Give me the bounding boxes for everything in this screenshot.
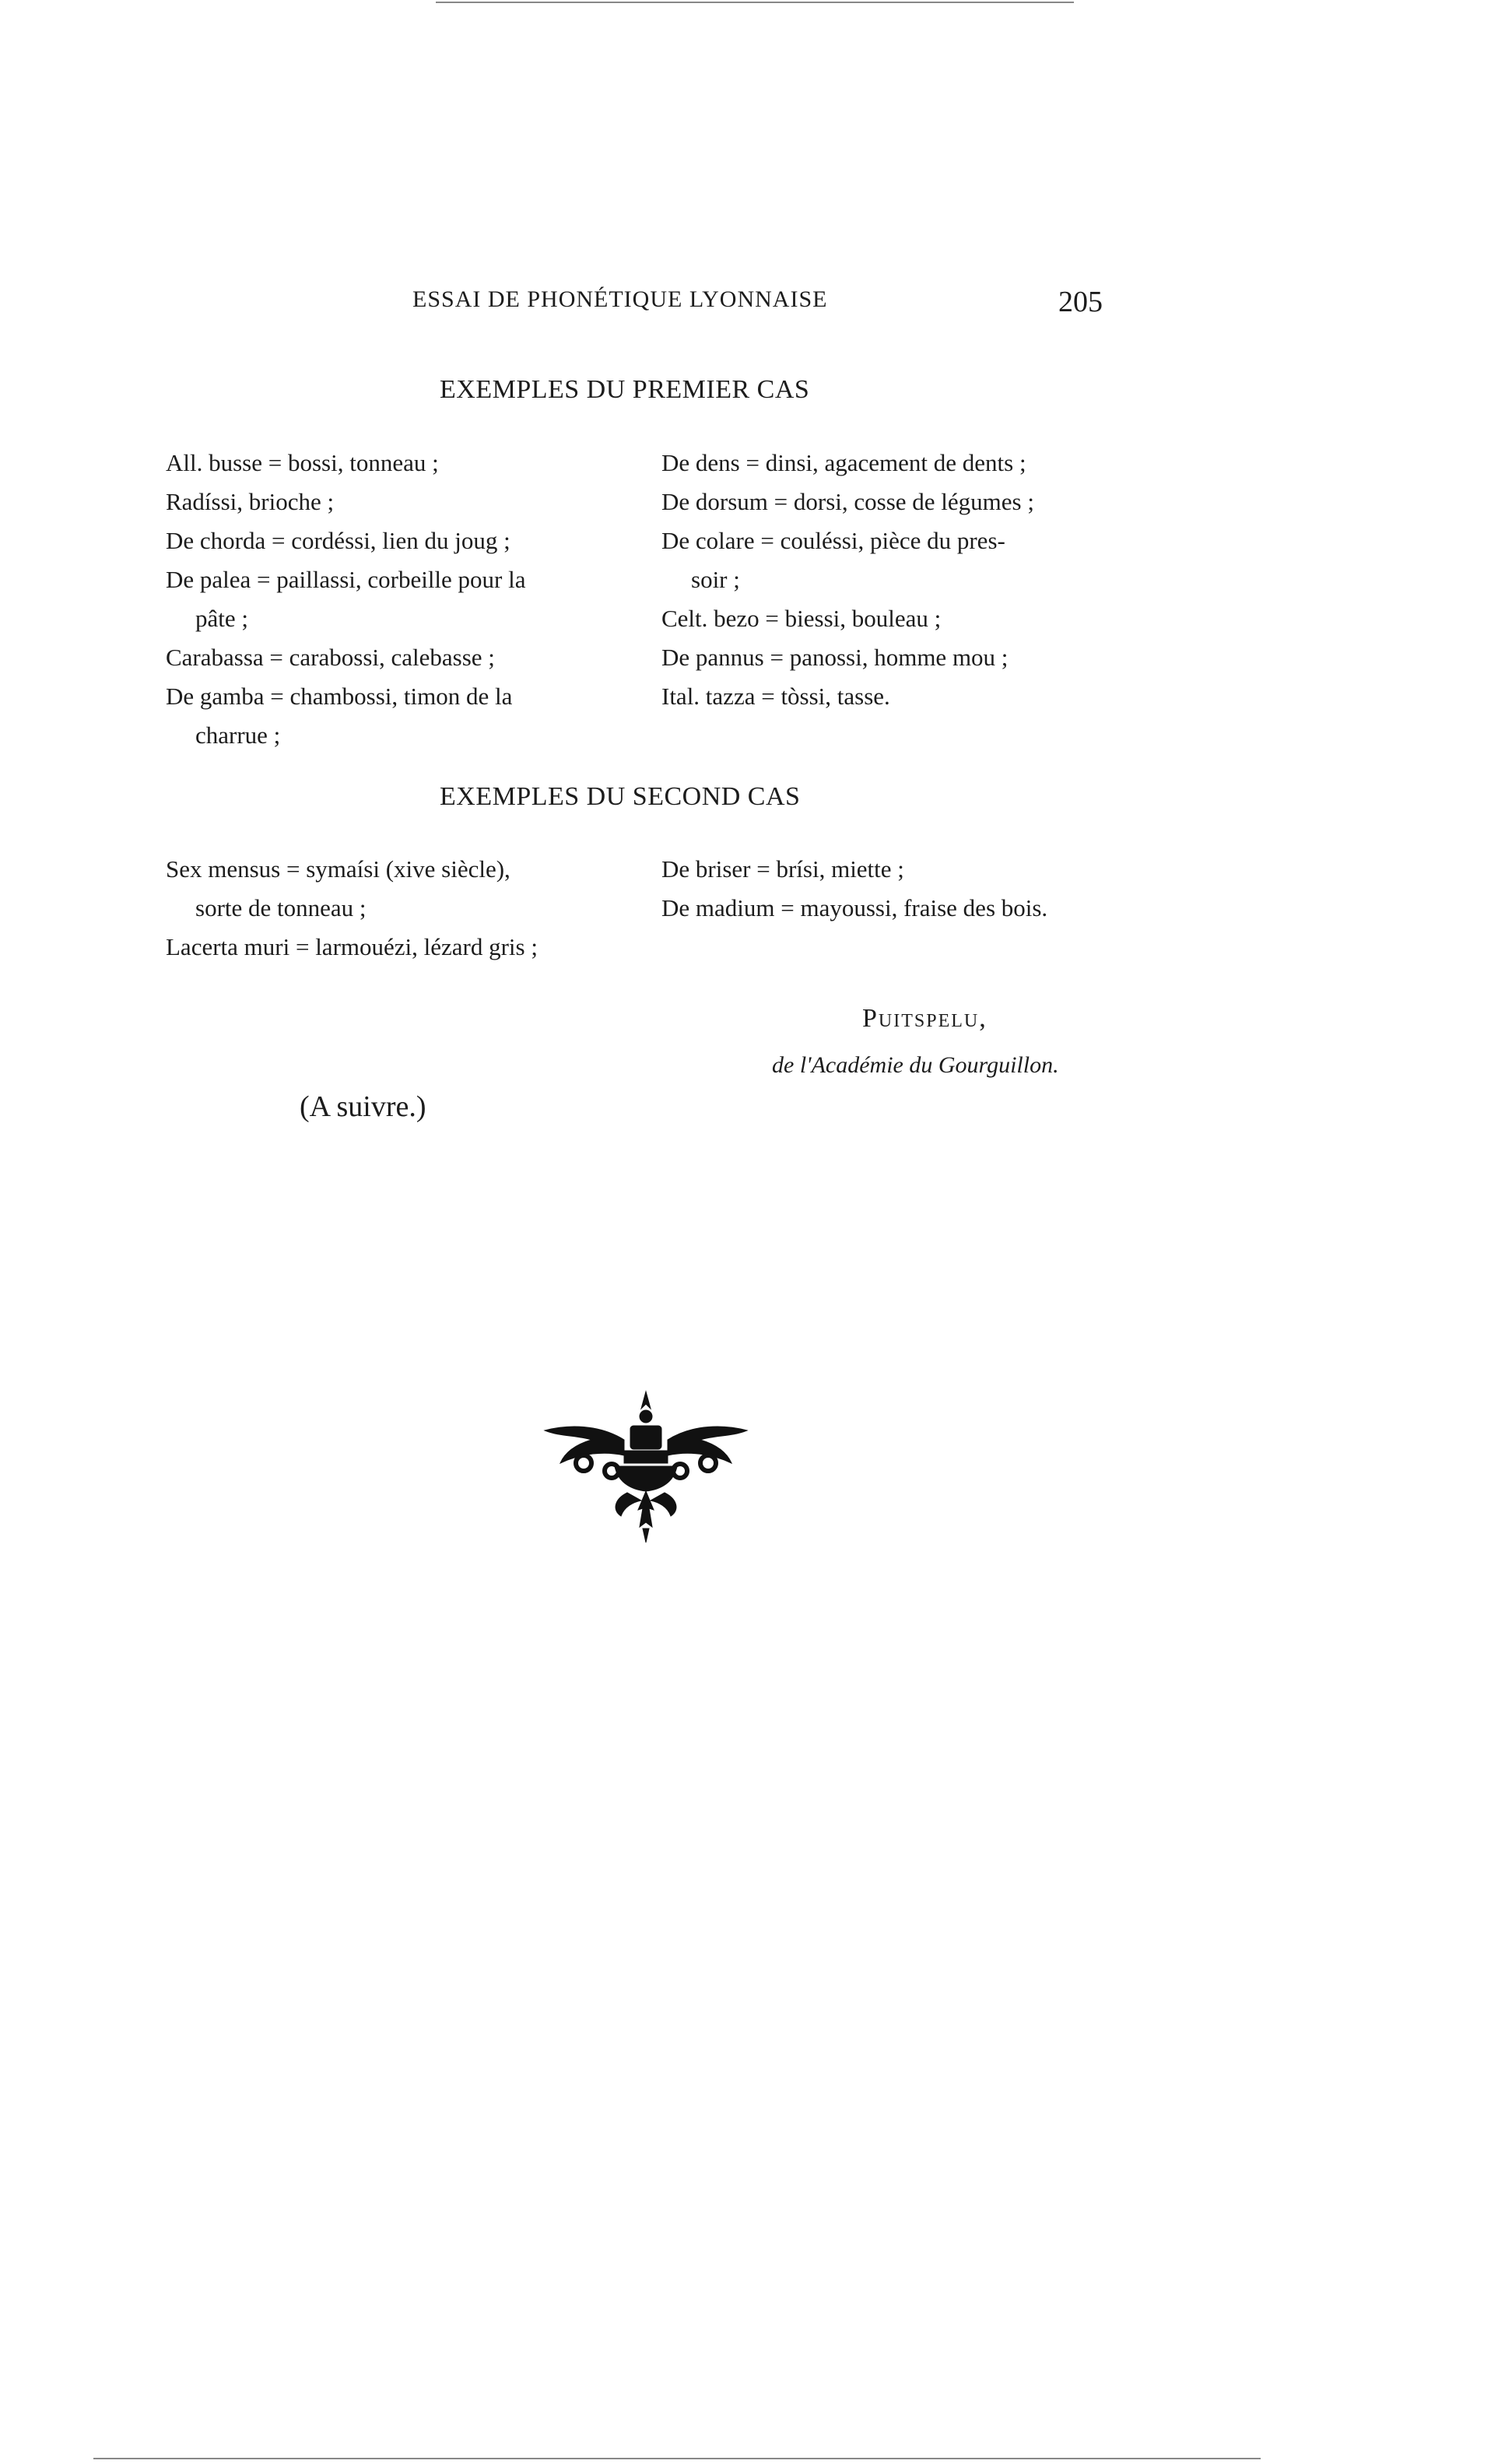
example-line-continuation: sorte de tonneau ;	[195, 894, 367, 921]
section-heading-second-cas: EXEMPLES DU SECOND CAS	[440, 782, 801, 811]
fleuron-ornament-icon	[537, 1385, 755, 1549]
example-line: De dorsum = dorsi, cosse de légumes ;	[661, 488, 1034, 515]
example-line: De dens = dinsi, agacement de dents ;	[661, 449, 1026, 476]
example-line: De gamba = chambossi, timon de la	[166, 683, 513, 710]
example-line: De palea = paillassi, corbeille pour la	[166, 566, 526, 593]
example-line: All. busse = bossi, tonneau ;	[166, 449, 439, 476]
example-line: Lacerta muri = larmouézi, lézard gris ;	[166, 933, 538, 960]
example-line: Celt. bezo = biessi, bouleau ;	[661, 605, 942, 632]
example-line: Ital. tazza = tòssi, tasse.	[661, 683, 890, 710]
author-affiliation: de l'Académie du Gourguillon.	[772, 1052, 1059, 1078]
top-edge-rule	[436, 2, 1074, 3]
example-line: De briser = brísi, miette ;	[661, 855, 904, 883]
example-line: De chorda = cordéssi, lien du joug ;	[166, 527, 510, 554]
example-line: De madium = mayoussi, fraise des bois.	[661, 894, 1048, 921]
second-cas-left-column	[166, 850, 633, 967]
to-be-continued-note: (A suivre.)	[300, 1090, 426, 1123]
example-line: De colare = couléssi, pièce du pres-	[661, 527, 1005, 554]
example-line: Sex mensus = symaísi (xive siècle),	[166, 855, 510, 883]
example-line-continuation: pâte ;	[195, 605, 248, 632]
example-line: Carabassa = carabossi, calebasse ;	[166, 644, 495, 671]
running-title: ESSAI DE PHONÉTIQUE LYONNAISE	[412, 286, 828, 312]
premier-cas-left-column	[166, 444, 625, 755]
second-cas-right-column	[661, 850, 1128, 928]
bottom-edge-rule	[93, 2458, 1261, 2459]
page-number: 205	[1058, 286, 1103, 318]
author-signature: Puitspelu,	[862, 1004, 988, 1033]
premier-cas-right-column	[661, 444, 1128, 716]
example-line: Radíssi, brioche ;	[166, 488, 335, 515]
section-heading-premier-cas: EXEMPLES DU PREMIER CAS	[440, 375, 810, 404]
example-line: De pannus = panossi, homme mou ;	[661, 644, 1009, 671]
example-line-continuation: soir ;	[691, 566, 740, 593]
example-line-continuation: charrue ;	[195, 721, 281, 749]
